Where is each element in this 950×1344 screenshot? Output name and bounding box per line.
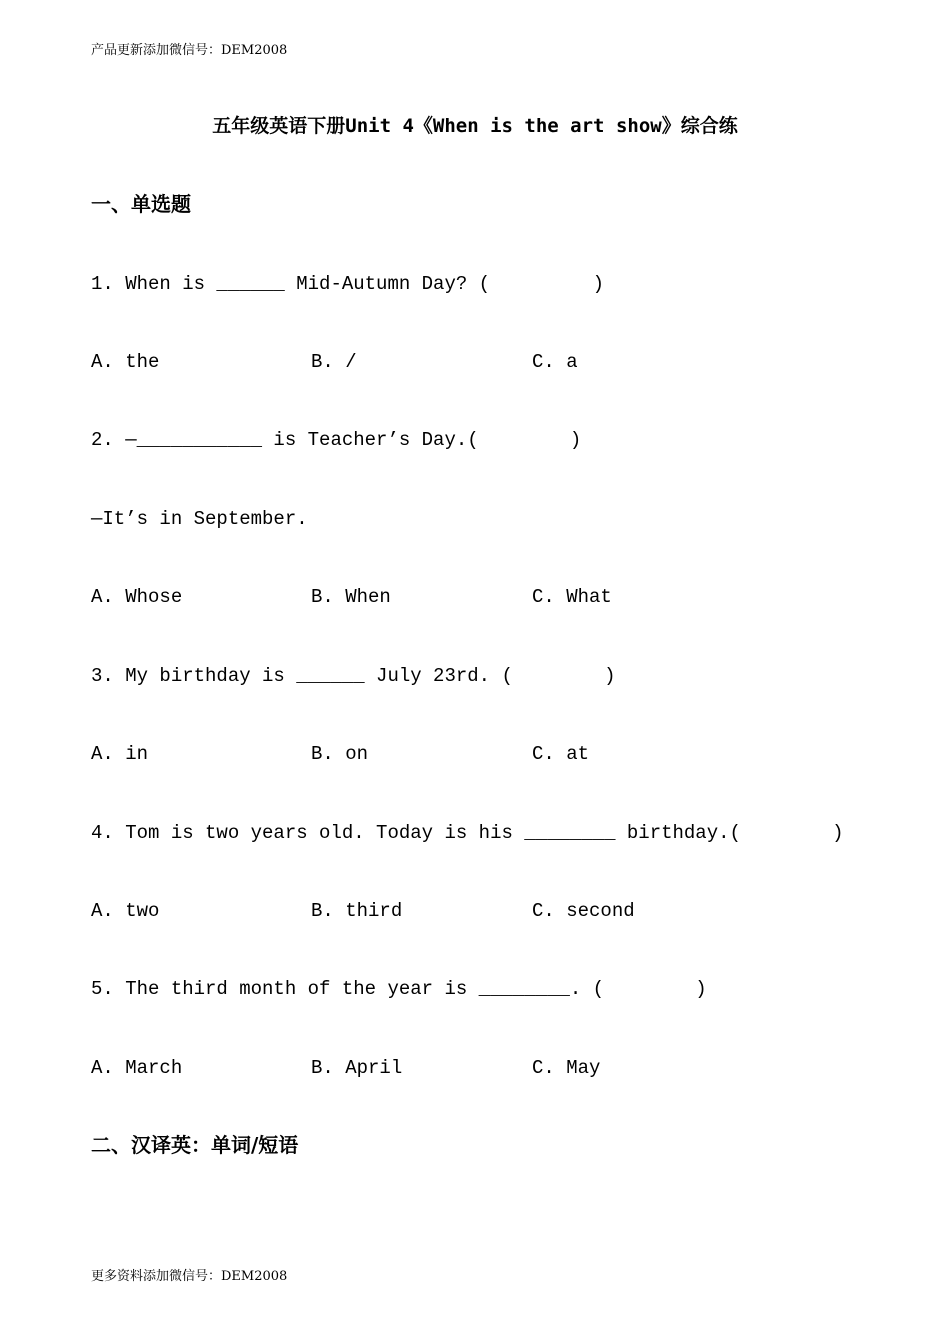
question-2-answer-line: —It’s in September. <box>91 508 308 530</box>
question-4-option-b: B. third <box>311 900 403 922</box>
question-5-stem: 5. The third month of the year is ________. ( ) <box>91 978 707 1000</box>
question-2-option-c: C. What <box>532 586 612 608</box>
question-3-option-a: A. in <box>91 743 149 765</box>
question-4-option-a: A. two <box>91 900 160 922</box>
section-heading-single-choice: 一、单选题 <box>91 192 191 216</box>
question-3-option-c: C. at <box>532 743 590 765</box>
question-2-option-b: B. When <box>311 586 391 608</box>
question-5-option-b: B. April <box>311 1057 403 1079</box>
question-3-stem: 3. My birthday is ______ July 23rd. ( ) <box>91 665 616 687</box>
question-5-option-c: C. May <box>532 1057 601 1079</box>
question-1-option-b: B. / <box>311 351 357 373</box>
question-4-option-c: C. second <box>532 900 635 922</box>
question-3-option-b: B. on <box>311 743 369 765</box>
question-2-stem: 2. —___________ is Teacher’s Day.( ) <box>91 429 582 451</box>
question-2-option-a: A. Whose <box>91 586 183 608</box>
question-1-stem: 1. When is ______ Mid-Autumn Day? ( ) <box>91 273 605 295</box>
document-title: 五年级英语下册Unit 4《When is the art show》综合练 <box>212 115 738 137</box>
section-heading-translation: 二、汉译英：单词/短语 <box>91 1133 299 1157</box>
question-5-option-a: A. March <box>91 1057 183 1079</box>
question-4-stem: 4. Tom is two years old. Today is his ________ birthday.( ) <box>91 822 844 844</box>
page-footer-note: 更多资料添加微信号：DEM2008 <box>91 1269 288 1284</box>
question-1-option-c: C. a <box>532 351 578 373</box>
page-header-note: 产品更新添加微信号：DEM2008 <box>91 43 288 58</box>
question-1-option-a: A. the <box>91 351 160 373</box>
